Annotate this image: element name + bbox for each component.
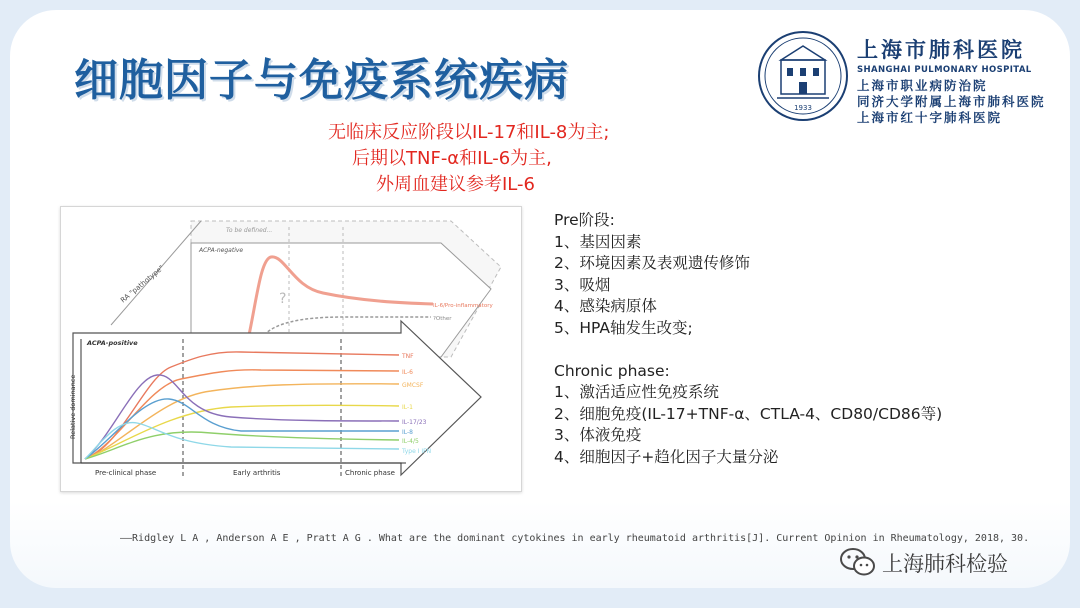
- rear-panel-label: ACPA-negative: [199, 247, 244, 254]
- series-label-il17: IL-17/23: [402, 419, 427, 426]
- watermark: [836, 546, 1056, 578]
- pre-phase-heading: Pre阶段:: [554, 211, 615, 229]
- highlight-line-2: 后期以TNF-α和IL-6为主,: [352, 148, 552, 169]
- chronic-item: 4、细胞因子+趋化因子大量分泌: [554, 447, 779, 466]
- series-label-ifn: Type I IFN: [402, 448, 432, 455]
- hospital-seal-icon: [757, 30, 849, 122]
- phase-label-preclinical: Pre-clinical phase: [95, 469, 157, 477]
- rear-axis-label: RA "pathotype": [119, 263, 166, 305]
- series-label-tnf: TNF: [402, 353, 414, 360]
- pre-item: 1、基因因素: [554, 232, 642, 251]
- pre-item: 4、感染病原体: [554, 297, 657, 315]
- hospital-alias-2: 同济大学附属上海市肺科医院: [857, 94, 1046, 109]
- pre-item: 2、环境因素及表观遗传修饰: [554, 254, 750, 272]
- cytokine-figure: [60, 206, 522, 492]
- cytokine-diagram: [61, 207, 521, 491]
- highlight-line-1: 无临床反应阶段以IL-17和IL-8为主;: [328, 122, 610, 143]
- y-axis-label: Relative dominance: [69, 374, 77, 439]
- hospital-name: 上海市肺科医院: [857, 37, 1025, 62]
- series-label-gmcsf: GMCSF: [402, 382, 424, 389]
- chronic-phase-heading: Chronic phase:: [554, 361, 670, 380]
- rear-top-label: To be defined...: [226, 227, 273, 234]
- chronic-item: 2、细胞免疫(IL-17+TNF-α、CTLA-4、CD80/CD86等): [554, 404, 943, 423]
- front-panel-label: ACPA-positive: [87, 339, 138, 347]
- pre-item: 5、HPA轴发生改变;: [554, 318, 693, 337]
- notes-spacer: [554, 339, 942, 361]
- chronic-item: 1、激活适应性免疫系统: [554, 383, 719, 401]
- hospital-alias-1: 上海市职业病防治院: [857, 78, 988, 93]
- series-label-il1: IL-1: [402, 404, 413, 411]
- hospital-alias-3: 上海市红十字肺科医院: [857, 110, 1003, 125]
- series-label-il8: IL-8: [402, 429, 413, 436]
- phase-label-early: Early arthritis: [233, 469, 281, 477]
- hospital-logo: [757, 30, 1057, 126]
- watermark-text: 上海肺科检验: [882, 552, 1008, 576]
- wechat-icon: [838, 546, 878, 578]
- rear-series-label-2: ?Other: [433, 316, 452, 322]
- pre-item: 3、吸烟: [554, 275, 611, 294]
- phase-label-chronic: Chronic phase: [345, 469, 395, 477]
- series-label-il45: IL-4/5: [402, 438, 419, 445]
- notes-list: [554, 210, 942, 468]
- rear-question-mark: ?: [279, 291, 287, 307]
- highlight-line-3: 外周血建议参考IL-6: [376, 174, 535, 195]
- seal-year: 1933: [794, 104, 812, 112]
- citation: ——Ridgley L A , Anderson A E , Pratt A G . What are the dominant cytokines in early rheumatoid arthritis[J]. Current Opinion in Rheumatology, 2018, 30.: [120, 533, 1030, 544]
- hospital-english-name: SHANGHAI PULMONARY HOSPITAL: [857, 65, 1032, 75]
- series-label-il6: IL-6: [402, 369, 413, 376]
- chronic-item: 3、体液免疫: [554, 426, 642, 444]
- rear-series-label-1: IL-6/Pro-inflammatory: [433, 303, 493, 309]
- slide-title: 细胞因子与免疫系统疾病: [74, 55, 569, 106]
